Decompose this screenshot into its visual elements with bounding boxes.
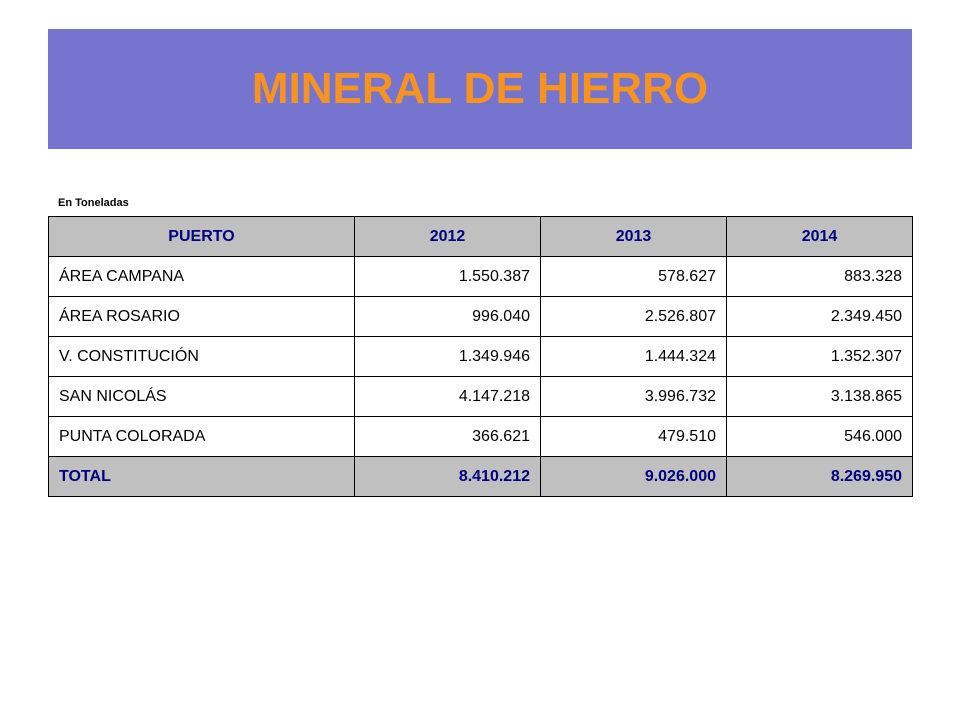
unit-note: En Toneladas bbox=[58, 197, 129, 209]
table-row bbox=[49, 377, 913, 417]
value-2014: 546.000 bbox=[727, 417, 913, 457]
total-2012: 8.410.212 bbox=[355, 457, 541, 497]
column-header-puerto: PUERTO bbox=[49, 217, 355, 257]
port-name: SAN NICOLÁS bbox=[49, 377, 355, 417]
value-2013: 2.526.807 bbox=[541, 297, 727, 337]
total-row bbox=[49, 457, 913, 497]
table-row bbox=[49, 297, 913, 337]
value-2012: 4.147.218 bbox=[355, 377, 541, 417]
table-row bbox=[49, 417, 913, 457]
total-label: TOTAL bbox=[49, 457, 355, 497]
value-2014: 1.352.307 bbox=[727, 337, 913, 377]
value-2012: 1.349.946 bbox=[355, 337, 541, 377]
port-name: ÁREA ROSARIO bbox=[49, 297, 355, 337]
port-name: PUNTA COLORADA bbox=[49, 417, 355, 457]
table-row bbox=[49, 337, 913, 377]
value-2014: 883.328 bbox=[727, 257, 913, 297]
port-name: V. CONSTITUCIÓN bbox=[49, 337, 355, 377]
column-header-2013: 2013 bbox=[541, 217, 727, 257]
value-2014: 2.349.450 bbox=[727, 297, 913, 337]
value-2014: 3.138.865 bbox=[727, 377, 913, 417]
column-header-2012: 2012 bbox=[355, 217, 541, 257]
page-title: MINERAL DE HIERRO bbox=[251, 64, 709, 113]
value-2013: 578.627 bbox=[541, 257, 727, 297]
port-name: ÁREA CAMPANA bbox=[49, 257, 355, 297]
column-header-2014: 2014 bbox=[727, 217, 913, 257]
value-2013: 479.510 bbox=[541, 417, 727, 457]
table-row bbox=[49, 257, 913, 297]
iron-ore-table bbox=[48, 216, 913, 497]
value-2013: 1.444.324 bbox=[541, 337, 727, 377]
total-2013: 9.026.000 bbox=[541, 457, 727, 497]
title-banner bbox=[48, 29, 912, 149]
value-2012: 366.621 bbox=[355, 417, 541, 457]
total-2014: 8.269.950 bbox=[727, 457, 913, 497]
value-2012: 1.550.387 bbox=[355, 257, 541, 297]
value-2013: 3.996.732 bbox=[541, 377, 727, 417]
table-header-row bbox=[49, 217, 913, 257]
value-2012: 996.040 bbox=[355, 297, 541, 337]
